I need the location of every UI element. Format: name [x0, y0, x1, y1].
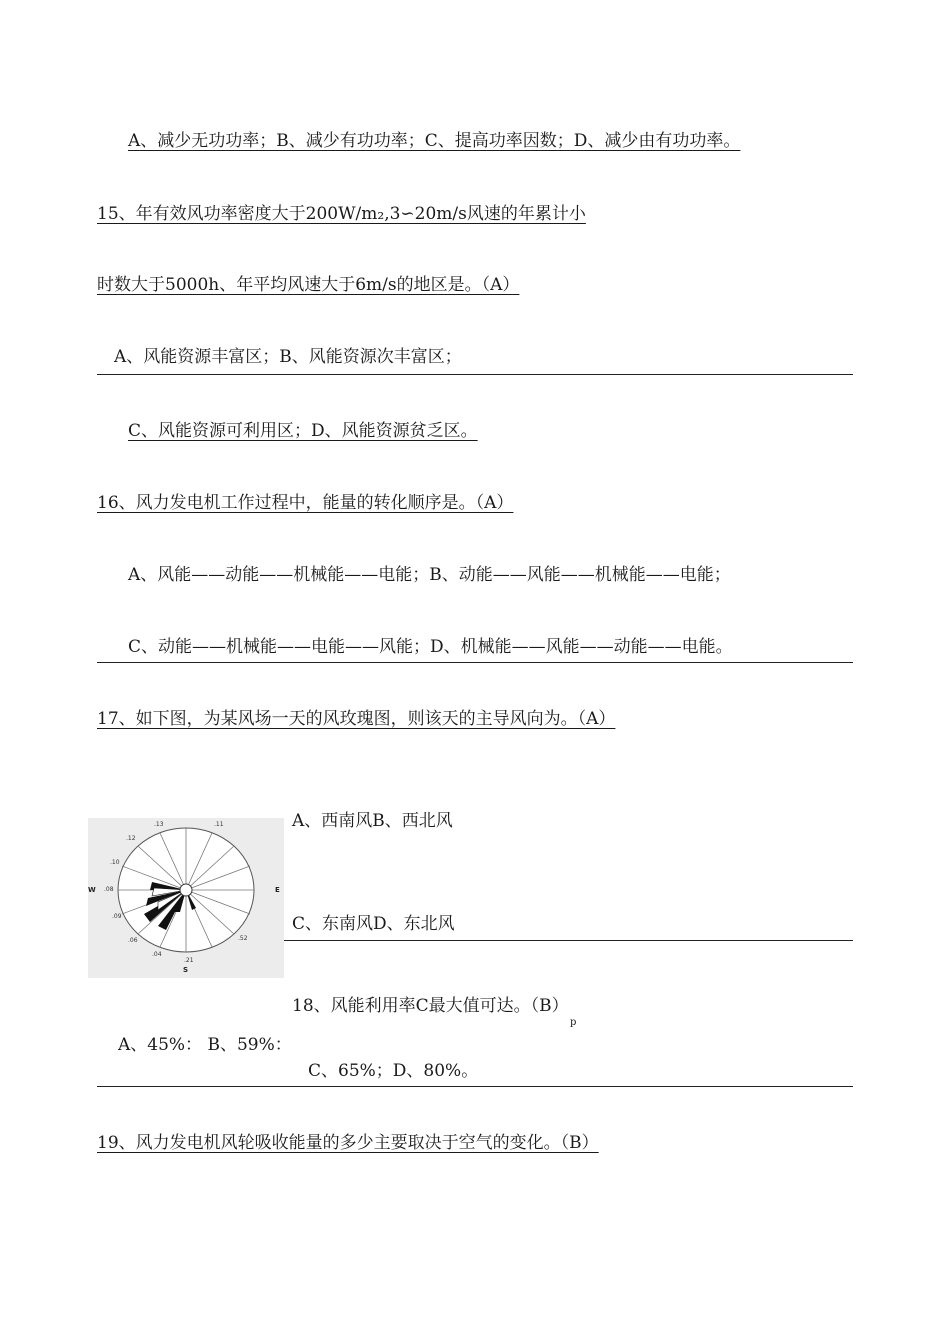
q17-options-ab: A、西南风B、西北风: [292, 811, 453, 831]
rule-divider: [284, 940, 853, 941]
ring-label: .08: [104, 886, 114, 893]
q16-options-ab: A、风能——动能——机械能——电能；B、动能——风能——机械能——电能；: [128, 565, 731, 585]
q16-options-cd: C、动能——机械能——电能——风能；D、机械能——风能——动能——电能。: [128, 637, 733, 657]
compass-east: E: [275, 886, 280, 894]
ring-label: .12: [126, 835, 136, 842]
ring-label: .52: [238, 935, 248, 942]
q15-question-line2: 时数大于5000h、年平均风速大于6m/s的地区是。（A）: [97, 275, 520, 295]
ring-label: .10: [110, 859, 120, 866]
wind-rose-svg: [88, 818, 284, 978]
q14-options: A、减少无功功率；B、减少有功功率；C、提高功率因数；D、减少由有功功率。: [128, 131, 741, 151]
rule-divider: [97, 374, 853, 375]
q15-options-ab: A、风能资源丰富区；B、风能资源次丰富区；: [114, 347, 462, 367]
ring-label: .04: [152, 951, 162, 958]
q17-question: 17、如下图，为某风场一天的风玫瑰图，则该天的主导风向为。（A）: [97, 709, 616, 729]
ring-label: .13: [154, 821, 164, 828]
compass-west: W: [88, 886, 96, 894]
compass-south: S: [183, 966, 189, 974]
q15-options-cd: C、风能资源可利用区；D、风能资源贫乏区。: [128, 421, 478, 441]
ring-label: .06: [128, 937, 138, 944]
rose-center: [180, 884, 192, 896]
q16-question: 16、风力发电机工作过程中，能量的转化顺序是。（A）: [97, 493, 514, 513]
q19-question: 19、风力发电机风轮吸收能量的多少主要取决于空气的变化。（B）: [97, 1133, 599, 1153]
ring-label: .21: [184, 957, 194, 964]
q18-question: 18、风能利用率C最大值可达。（B）: [292, 996, 569, 1016]
q18-subscript: p: [570, 1017, 577, 1028]
rule-divider: [97, 662, 853, 663]
q18-options-cd: C、65%；D、80%。: [308, 1061, 479, 1081]
ring-label: .09: [112, 913, 122, 920]
rule-divider: [97, 1086, 853, 1087]
q18-options-ab: A、45%： B、59%：: [118, 1035, 292, 1055]
wind-rose-figure: [88, 818, 284, 978]
q17-options-cd: C、东南风D、东北风: [292, 914, 455, 934]
q15-question-line1: 15、年有效风功率密度大于200W/m₂,3∽20m/s风速的年累计小: [97, 204, 586, 224]
ring-label: .11: [214, 821, 224, 828]
